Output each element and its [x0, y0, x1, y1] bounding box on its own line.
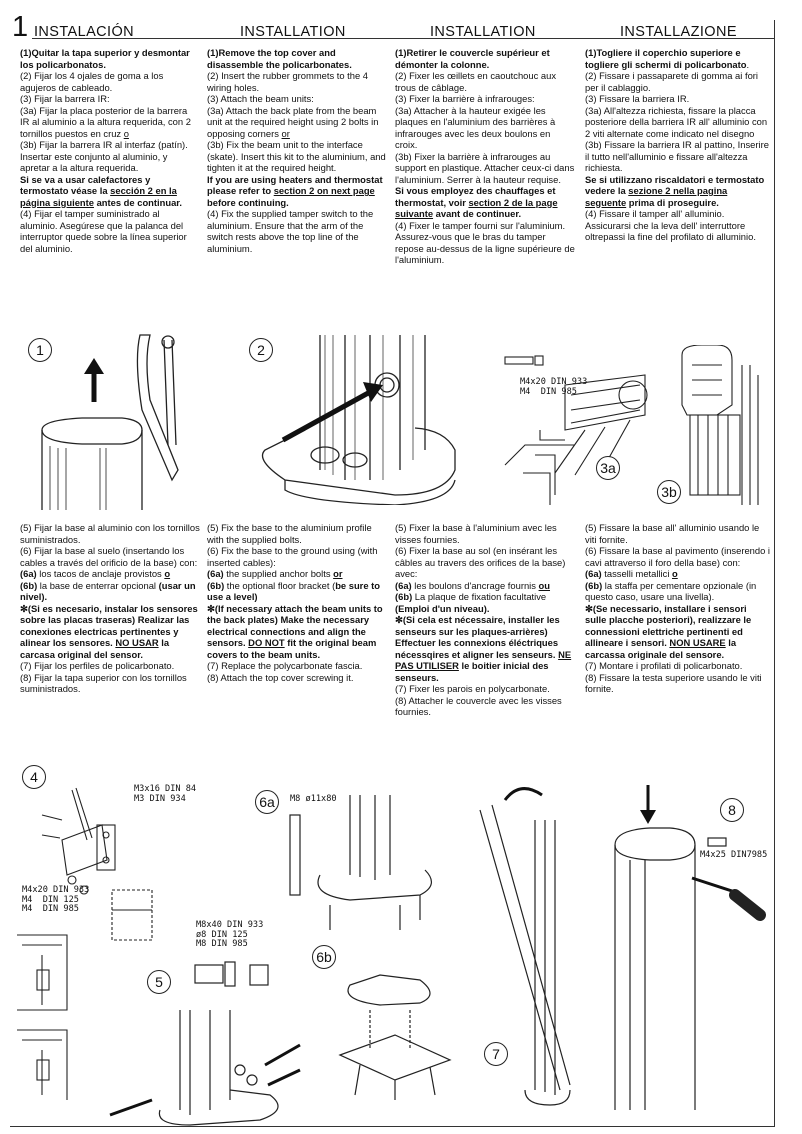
header-fr: INSTALLATION	[430, 24, 536, 40]
text-run: (6a)	[395, 579, 412, 591]
paragraph	[585, 603, 770, 661]
text-run: (5) Fissare la base all' alluminio usando le viti fornite.	[585, 522, 760, 545]
text-run: (7) Fijar los perfiles de policarbonato.	[20, 660, 175, 671]
paragraph	[207, 174, 387, 209]
text-run: ou	[538, 579, 551, 591]
paragraph	[207, 603, 387, 661]
text-run: sección 2 en la página siguiente	[20, 185, 177, 208]
paragraph	[207, 93, 387, 105]
text-run: (6b)	[207, 579, 225, 591]
middle-text-es	[20, 522, 200, 695]
figure-5-base-bolts	[100, 960, 305, 1130]
paragraph	[20, 93, 198, 105]
text-run: (6b)	[20, 579, 38, 591]
top-text-es	[20, 47, 198, 254]
text-run: (3) Attach the beam units:	[207, 93, 314, 104]
paragraph	[20, 174, 198, 209]
text-run: (4) Fix the supplied tamper switch to the aluminium. Ensure that the arm of the switch rests above the top line of the aluminium.	[207, 208, 374, 254]
text-run: NO USAR	[115, 637, 159, 648]
text-run: Se si utilizzano riscaldatori e termostato vedere la	[585, 173, 765, 196]
text-run: (8) Attach the top cover screwing it.	[207, 671, 354, 683]
text-run: (usar un nivel).	[20, 579, 196, 602]
text-run: prima di proseguire.	[626, 196, 719, 208]
figure-label-4: 4	[22, 765, 46, 789]
text-run: be sure to use a level)	[207, 579, 380, 602]
text-run: section 2 on next page	[273, 185, 375, 196]
text-run: (1)Togliere il coperchio superiore e togliere gli schermi di policarbonato	[585, 47, 747, 70]
figure-8-top-cover	[600, 780, 770, 1110]
text-run: (6) Fixer la base au sol (en insérant les câbles au travers des orifices de la base) avec:	[395, 545, 566, 579]
paragraph	[20, 70, 198, 93]
text-run: o	[672, 568, 678, 579]
text-run: (1)Quitar la tapa superior y desmontar los policarbonatos.	[20, 47, 190, 70]
paragraph	[20, 47, 198, 70]
text-run: the optional floor bracket (	[224, 579, 336, 591]
paragraph	[20, 603, 200, 661]
paragraph	[395, 47, 575, 70]
text-run: ✻(Si cela est nécessaire, installer les senseurs sur les plaques-arrières) Effectuer les connexions éléctriques nécessqires et aligner les senseurs.	[395, 614, 560, 660]
paragraph	[20, 545, 200, 568]
text-run: (6) Fissare la base al pavimento (inserendo i cavi attraverso il foro della base) con:	[585, 545, 770, 568]
figure-label-3a: 3a	[596, 456, 620, 480]
text-run: o	[123, 127, 129, 139]
paragraph	[20, 105, 198, 140]
text-run: (6) Fijar la base al suelo (insertando los cables a través del orificio de la base) con:	[20, 545, 198, 568]
text-run: le boitier inicial des senseurs.	[395, 660, 549, 683]
figure-label-6b: 6b	[312, 945, 336, 969]
paragraph	[585, 660, 770, 672]
text-run: o	[164, 568, 171, 579]
text-run: DO NOT	[248, 637, 285, 648]
paragraph	[395, 580, 577, 592]
section-number: 1	[12, 11, 29, 43]
paragraph	[395, 70, 575, 93]
text-run: If you are using heaters and thermostat please refer to	[207, 173, 383, 196]
text-run: (5) Fijar la base al aluminio con los tornillos suministrados.	[20, 522, 200, 545]
paragraph	[585, 208, 770, 243]
text-run: .	[746, 58, 750, 70]
text-run: tasselli metallici	[601, 568, 673, 579]
paragraph	[395, 695, 577, 718]
paragraph	[20, 672, 200, 695]
text-run: ✻(Si es necesario, instalar los sensores sobre las placas traseras) Realizar las conexiones electricas pertinentes y alinear los sensores.	[20, 602, 198, 648]
text-run: avant de continuer.	[433, 208, 522, 219]
text-run: (3) Fixer la barrière à infrarouges:	[395, 93, 535, 104]
text-run: (4) Fissare il tamper all' alluminio. Assicurarsi che la leva dell' interruttore oltrepassi la fine del profilato di alluminio.	[585, 208, 756, 242]
paragraph	[207, 660, 387, 672]
paragraph	[207, 70, 387, 93]
text-run: (8) Fijar la tapa superior con los tornillos suministrados.	[20, 671, 187, 694]
paragraph	[585, 70, 770, 93]
text-run: (3a) All'altezza richiesta, fissare la placca posteriore della barriera IR all' alluminio con 2 viti alternate come indicato nel disegno	[585, 104, 768, 139]
hardware-note-8: M4x25 DIN7985	[700, 850, 768, 860]
paragraph	[207, 139, 387, 174]
paragraph	[20, 660, 200, 672]
paragraph	[395, 591, 577, 614]
paragraph	[585, 672, 770, 695]
text-run: NE PAS UTILISER	[395, 648, 572, 671]
text-run: la base de enterrar opcional	[37, 579, 159, 591]
text-run: the supplied anchor bolts	[223, 568, 334, 579]
paragraph	[20, 568, 200, 580]
text-run: (8) Attacher le couvercle avec les visses fournies.	[395, 694, 562, 717]
paragraph	[585, 174, 770, 209]
paragraph	[395, 683, 577, 695]
paragraph	[585, 522, 770, 545]
paragraph	[395, 220, 575, 266]
hardware-note-4b: M4x20 DIN 933 M4 DIN 125 M4 DIN 985	[22, 885, 90, 914]
top-text-it	[585, 47, 770, 243]
text-run: (8) Fissare la testa superiore usando le viti fornite.	[585, 671, 762, 694]
header-es: INSTALACIÓN	[34, 24, 135, 40]
hardware-note-4a: M3x16 DIN 84 M3 DIN 934	[134, 784, 197, 804]
paragraph	[585, 580, 770, 603]
text-run: (3a) Fijar la placa posterior de la barrera IR al aluminio a la altura requerida, con 2 tornillos puestos en cruz	[20, 104, 191, 139]
text-run: Si vous employez des chauffages et thermostat, voir	[395, 185, 556, 208]
paragraph	[585, 47, 770, 70]
text-run: (6a)	[207, 568, 224, 579]
text-run: (5) Fixer la base à l'aluminium avec les visses fournies.	[395, 522, 557, 545]
text-run: la carcassa originale del sensore.	[585, 637, 737, 660]
text-run: (1)Remove the top cover and disassemble the policarbonates.	[207, 47, 352, 70]
paragraph	[207, 105, 387, 140]
text-run: (4) Fixer le tamper fourni sur l'aluminium. Assurez-vous que le bras du tamper repose au-dessus de la ligne supérieure de l'aluminium.	[395, 219, 575, 265]
text-run: la staffa per cementare opzionale (in questo caso, usare una livella).	[585, 579, 757, 602]
middle-text-en	[207, 522, 387, 683]
text-run: La plaque de fixation facultative	[412, 591, 547, 602]
figure-label-6a: 6a	[255, 790, 279, 814]
paragraph	[207, 580, 387, 603]
paragraph	[207, 47, 387, 70]
top-text-en	[207, 47, 387, 254]
text-run: fit the original beam covers to the beam units.	[207, 637, 377, 660]
text-run: (Emploi d'un niveau).	[395, 602, 490, 614]
text-run: (2) Fixer les œillets en caoutchouc aux trous de câblage.	[395, 70, 557, 93]
paragraph	[20, 580, 200, 603]
figure-label-3b: 3b	[657, 480, 681, 504]
text-run: (3a) Attacher à la hauteur exigée les plaques en l'aluminium des barrières à infrarouges avec les deux boulons en croix.	[395, 104, 556, 150]
header-en: INSTALLATION	[240, 24, 346, 40]
text-run: or	[281, 127, 290, 139]
text-run: (7) Replace the polycarbonate fascia.	[207, 660, 363, 671]
figure-6a-anchor-bolts	[280, 795, 445, 935]
text-run: (3a) Attach the back plate from the beam unit at the required height using 2 bolts in opposing corners	[207, 104, 379, 139]
text-run: (2) Fijar los 4 ojales de goma a los agujeros de cableado.	[20, 70, 164, 93]
paragraph	[207, 522, 387, 545]
text-run: (6b)	[395, 591, 413, 602]
paragraph	[395, 105, 575, 151]
text-run: (3b) Fissare la barriera IR al pattino, Inserire il tutto nell'alluminio e fissare all'altezza richiesta.	[585, 139, 769, 173]
figure-label-1: 1	[28, 338, 52, 362]
text-run: section 2 de la page suivante	[395, 196, 558, 219]
paragraph	[395, 545, 577, 580]
figure-label-8: 8	[720, 798, 744, 822]
text-run: la carcasa original del sensor.	[20, 637, 170, 660]
paragraph	[20, 139, 198, 174]
text-run: (3b) Fix the beam unit to the interface (skate). Insert this kit to the aluminium, and tighten it at the required height.	[207, 139, 386, 173]
paragraph	[585, 105, 770, 140]
text-run: (4) Fijar el tamper suministrado al aluminio. Asegúrese que la palanca del interruptor quede sobre la línea superior del aluminio.	[20, 208, 187, 254]
text-run: (3) Fijar la barrera IR:	[20, 93, 110, 104]
middle-text-fr	[395, 522, 577, 718]
paragraph	[395, 185, 575, 220]
text-run: NON USARE	[669, 637, 726, 648]
text-run: (7) Fixer les parois en polycarbonate.	[395, 683, 550, 694]
header-it: INSTALLAZIONE	[620, 24, 737, 40]
text-run: (2) Insert the rubber grommets to the 4 wiring holes.	[207, 70, 369, 93]
text-run: (2) Fissare i passaparete di gomma ai fori per il cablaggio.	[585, 70, 758, 93]
text-run: ✻(Se necessario, installare i sensori sulle placche posteriori), realizzare le connessioni elettriche pertinenti ed allineare i sensori.	[585, 602, 752, 648]
figure-label-7: 7	[484, 1042, 508, 1066]
paragraph	[395, 522, 577, 545]
text-run: (3b) Fijar la barrera IR al interfaz (patín). Insertar este conjunto al aluminio, y apretar a la altura requerida.	[20, 139, 188, 173]
figure-label-2: 2	[249, 338, 273, 362]
paragraph	[585, 93, 770, 105]
paragraph	[207, 568, 387, 580]
text-run: ✻(If necessary attach the beam units to the back plates) Make the necessary electrical connections and align the sensors.	[207, 602, 383, 648]
text-run: (1)Retirer le couvercle supérieur et démonter la colonne.	[395, 47, 550, 70]
text-run: (3b) Fixer la barrière à infrarouges au support en plastique. Attacher ceux-ci dans l'aluminium. Serrer à la hauteur requise.	[395, 150, 575, 185]
text-run: Si se va a usar calefactores y termostato véase la	[20, 173, 151, 196]
text-run: before continuing.	[207, 196, 289, 208]
top-text-fr	[395, 47, 575, 266]
paragraph	[585, 545, 770, 568]
text-run: sezione 2 nella pagina seguente	[585, 185, 728, 208]
text-run: (6a)	[20, 568, 37, 579]
paragraph	[207, 672, 387, 684]
text-run: or	[333, 568, 343, 579]
text-run: (7) Montare i profilati di policarbonato.	[585, 660, 743, 671]
figure-label-5: 5	[147, 970, 171, 994]
hardware-note-6a: M8 ø11x80	[290, 794, 337, 804]
middle-text-it	[585, 522, 770, 695]
paragraph	[20, 208, 198, 254]
text-run: (6b)	[585, 579, 603, 591]
text-run: (5) Fix the base to the aluminium profile with the supplied bolts.	[207, 522, 372, 545]
paragraph	[207, 208, 387, 254]
paragraph	[395, 93, 575, 105]
paragraph	[585, 139, 770, 174]
paragraph	[395, 151, 575, 186]
text-run: (3) Fissare la barriera IR.	[585, 93, 690, 104]
hardware-note-3a: M4x20 DIN 933 M4 DIN 985	[520, 377, 588, 397]
text-run: los tacos de anclaje provistos	[36, 568, 165, 579]
text-run: (6) Fix the base to the ground using (with inserted cables):	[207, 545, 378, 568]
text-run: (6a)	[585, 568, 602, 579]
hardware-note-5: M8x40 DIN 933 ø8 DIN 125 M8 DIN 985	[196, 920, 264, 949]
figure-6b-floor-bracket	[320, 955, 465, 1105]
paragraph	[395, 614, 577, 683]
paragraph	[207, 545, 387, 568]
text-run: les boulons d'ancrage fournis	[411, 579, 539, 591]
text-run: antes de continuar.	[93, 196, 183, 208]
paragraph	[585, 568, 770, 580]
figure-2-grommets	[245, 330, 475, 505]
paragraph	[20, 522, 200, 545]
